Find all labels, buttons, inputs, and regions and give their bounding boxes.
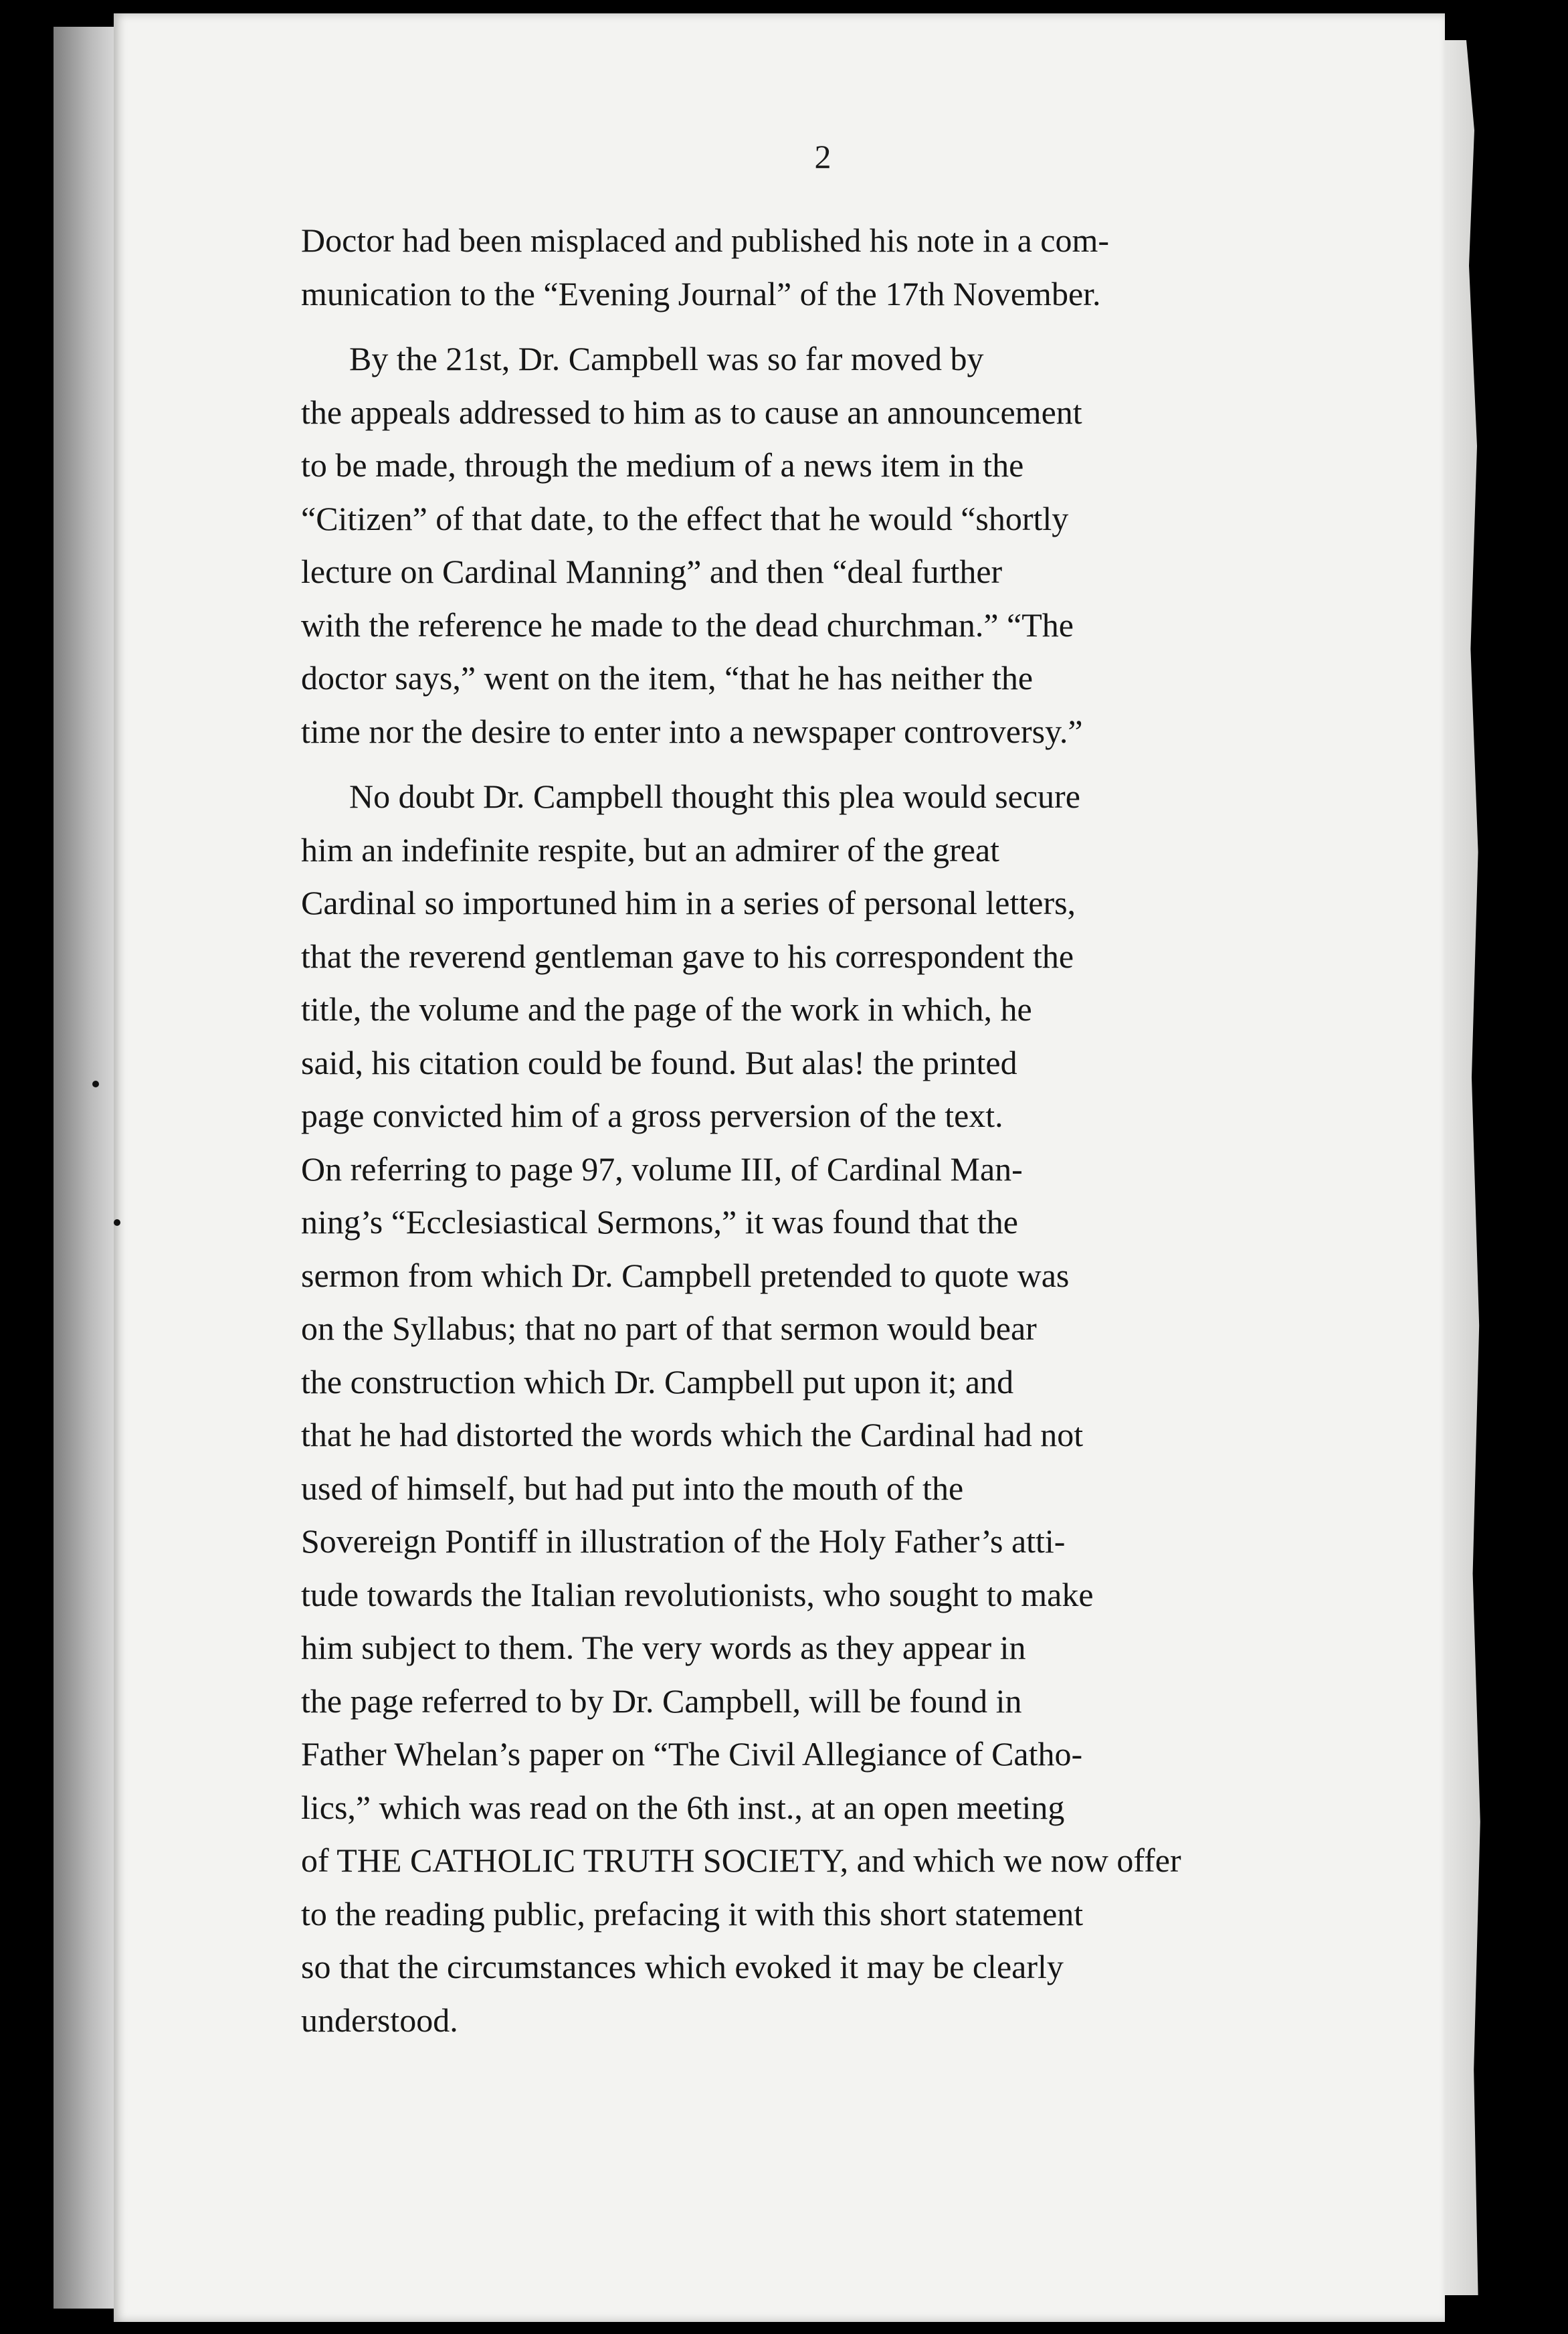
paragraph: [301, 333, 1311, 758]
text-line: “Citizen” of that date, to the effect that he would “shortly: [301, 499, 1069, 537]
text-line: that he had distorted the words which the Cardinal had not: [301, 1416, 1084, 1453]
text-line: tude towards the Italian revolutionists, who sought to make: [301, 1575, 1094, 1613]
text-line: to the reading public, prefacing it with this short statement: [301, 1894, 1084, 1933]
text-line: said, his citation could be found. But alas! the printed: [301, 1043, 1017, 1081]
margin-speck: [92, 1081, 99, 1087]
text-line: him subject to them. The very words as they appear in: [301, 1629, 1026, 1666]
text-line: Doctor had been misplaced and published his note in a com-: [301, 221, 1110, 259]
text-line: ning’s “Ecclesiastical Sermons,” it was found that the: [301, 1203, 1018, 1241]
text-line: with the reference he made to the dead churchman.” “The: [301, 606, 1074, 644]
text-line: the appeals addressed to him as to cause an announcement: [301, 393, 1082, 431]
paragraph: [301, 770, 1311, 2047]
text-line: lecture on Cardinal Manning” and then “deal further: [301, 553, 1003, 590]
page-number: 2: [814, 138, 831, 175]
text-line: the page referred to by Dr. Campbell, will be found in: [301, 1682, 1022, 1720]
text-line: Cardinal so importuned him in a series of personal letters,: [301, 884, 1076, 921]
text-line: No doubt Dr. Campbell thought this plea would secure: [349, 778, 1080, 815]
text-line: On referring to page 97, volume III, of Cardinal Man-: [301, 1150, 1023, 1188]
text-line: sermon from which Dr. Campbell pretended to quote was: [301, 1256, 1070, 1294]
text-line: of THE CATHOLIC TRUTH SOCIETY, and which we now offer: [301, 1842, 1181, 1879]
text-line: page convicted him of a gross perversion of the text.: [301, 1097, 1003, 1134]
text-line: By the 21st, Dr. Campbell was so far moved by: [349, 340, 984, 377]
text-line: Father Whelan’s paper on “The Civil Allegiance of Catho-: [301, 1735, 1083, 1773]
text-line: that the reverend gentleman gave to his correspondent the: [301, 937, 1074, 975]
text-line: him an indefinite respite, but an admirer of the great: [301, 830, 1000, 869]
text-line: on the Syllabus; that no part of that sermon would bear: [301, 1310, 1037, 1347]
text-line: used of himself, but had put into the mouth of the: [301, 1469, 964, 1507]
text-line: the construction which Dr. Campbell put upon it; and: [301, 1362, 1014, 1401]
binding-strip: [54, 27, 114, 2309]
text-line: doctor says,” went on the item, “that he has neither the: [301, 659, 1034, 697]
text-line: understood.: [301, 2001, 458, 2039]
text-line: time nor the desire to enter into a newspaper controversy.”: [301, 712, 1083, 750]
text-line: lics,” which was read on the 6th inst., at an open meeting: [301, 1788, 1065, 1826]
body-text: [301, 214, 1311, 2047]
text-line: so that the circumstances which evoked it may be clearly: [301, 1948, 1064, 1985]
text-line: to be made, through the medium of a news item in the: [301, 446, 1024, 484]
paragraph: [301, 214, 1311, 321]
text-line: title, the volume and the page of the work in which, he: [301, 990, 1032, 1028]
margin-speck: [114, 1219, 120, 1226]
text-line: munication to the “Evening Journal” of the 17th November.: [301, 274, 1101, 312]
text-line: Sovereign Pontiff in illustration of the Holy Father’s atti-: [301, 1522, 1066, 1560]
